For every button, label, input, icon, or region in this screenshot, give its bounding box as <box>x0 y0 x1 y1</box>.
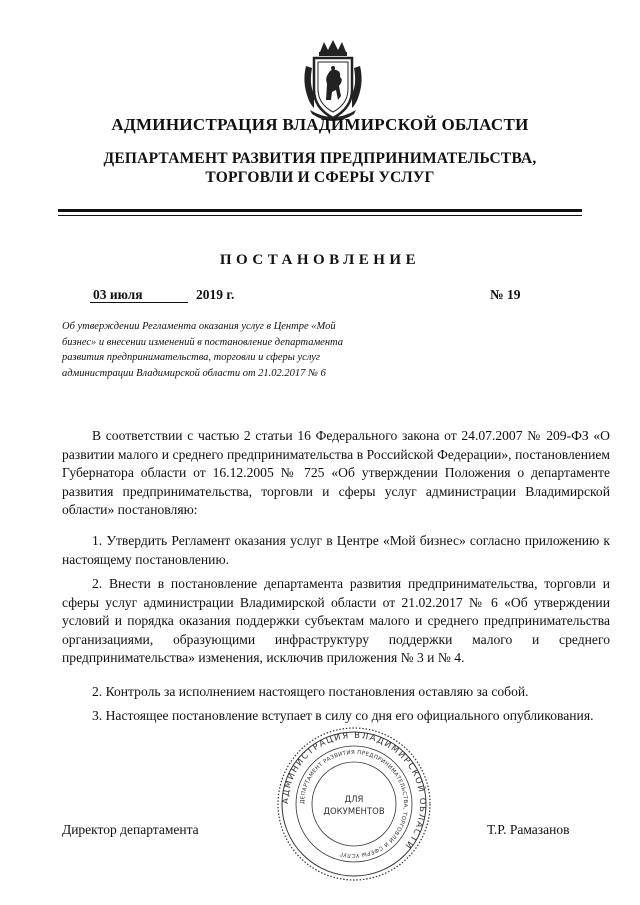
signatory-name: Т.Р. Рамазанов <box>487 822 570 837</box>
clause-effective: 3. Настоящее постановление вступает в силу со дня его официального опубликования. <box>92 708 594 723</box>
stamp-center-line2: ДОКУМЕНТОВ <box>323 807 385 817</box>
document-date-year: 2019 г. <box>196 287 235 302</box>
clause-2: 2. Внести в постановление департамента развития предпринимательства, торговли и сферы услуг администрации Владимирской области от 21.02.2017 № 6 «Об утверждении условий и порядка оказания поддержки субъектам малого и среднего предпринимательства организациями, образующими инфраструктуру поддержки малого и среднего предпринимательства» изменения, исключив приложения № 3 и № 4. <box>62 576 610 666</box>
coat-of-arms-icon <box>300 38 366 122</box>
document-type: ПОСТАНОВЛЕНИЕ <box>219 252 421 268</box>
header-divider-thick <box>58 209 582 212</box>
department-title-line1: ДЕПАРТАМЕНТ РАЗВИТИЯ ПРЕДПРИНИМАТЕЛЬСТВА, <box>103 150 537 167</box>
document-date-day: 03 июля <box>93 287 143 302</box>
date-underline <box>90 302 188 303</box>
header-divider-thin <box>58 215 582 216</box>
signatory-position: Директор департамента <box>62 822 199 837</box>
department-title-line2: ТОРГОВЛИ И СФЕРЫ УСЛУГ <box>205 169 435 186</box>
stamp-center-line1: ДЛЯ <box>344 795 364 805</box>
official-stamp <box>274 724 434 884</box>
preamble-paragraph: В соответствии с частью 2 статьи 16 Федерального закона от 24.07.2007 № 209-ФЗ «О развитии малого и среднего предпринимательства в Российской Федерации», постановлением Губернатора области от 16.12.2005 № 725 «Об утверждении Положения о департаменте развития предпринимательства, торговли и сферы услуг администрации Владимирской области» постановляю: <box>62 428 610 518</box>
clause-1: 1. Утвердить Регламент оказания услуг в Центре «Мой бизнес» согласно приложению к настоящему постановлению. <box>62 533 610 567</box>
stamp-outer-text: АДМИНИСТРАЦИЯ ВЛАДИМИРСКОЙ ОБЛАСТИ <box>280 730 428 852</box>
clause-control: 2. Контроль за исполнением настоящего постановления оставляю за собой. <box>92 684 529 699</box>
document-subject: Об утверждении Регламента оказания услуг в Центре «Мой бизнес» и внесении изменений в постановление департамента развития предпринимательства, торговли и сферы услуг администрации Владимирской области от 21.02.2017 № 6 <box>62 321 343 379</box>
document-number: № 19 <box>490 287 521 302</box>
organization-title: АДМИНИСТРАЦИЯ ВЛАДИМИРСКОЙ ОБЛАСТИ <box>111 115 529 134</box>
stamp-inner-text: ДЕПАРТАМЕНТ РАЗВИТИЯ ПРЕДПРИНИМАТЕЛЬСТВА, ТОРГОВЛИ И СФЕРЫ УСЛУГ <box>299 749 409 859</box>
